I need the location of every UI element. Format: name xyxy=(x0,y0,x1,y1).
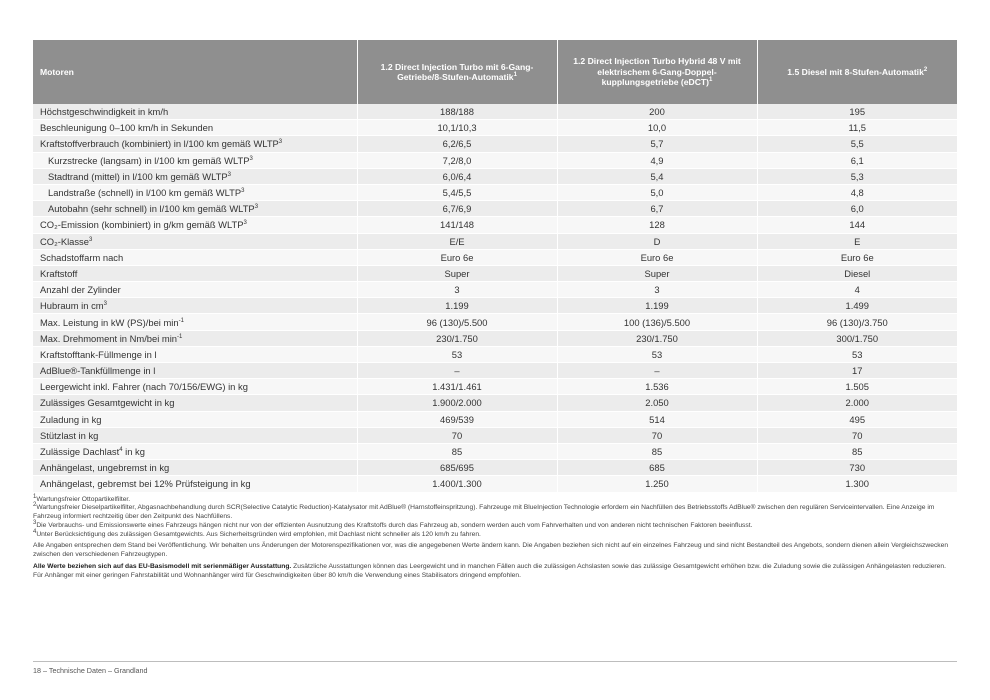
row-value: 141/148 xyxy=(357,217,557,233)
page-footer: 18 – Technische Daten – Grandland xyxy=(33,666,148,675)
row-value: – xyxy=(357,363,557,379)
row-value: 1.199 xyxy=(557,298,757,314)
row-value: 6,2/6,5 xyxy=(357,136,557,152)
row-value: 70 xyxy=(757,427,957,443)
table-row xyxy=(33,427,957,443)
table-row xyxy=(33,217,957,233)
row-value: – xyxy=(557,363,757,379)
row-label: Höchstgeschwindigkeit in km/h xyxy=(33,104,357,120)
row-label: Stadtrand (mittel) in l/100 km gemäß WLTP$^3$ xyxy=(33,168,357,184)
row-value: 96 (130)/3.750 xyxy=(757,314,957,330)
table-row xyxy=(33,282,957,298)
row-value: 4,8 xyxy=(757,184,957,200)
row-value: 1.250 xyxy=(557,476,757,492)
row-label: CO₂-Emission (kombiniert) in g/km gemäß WLTP$^3$ xyxy=(33,217,357,233)
row-value: Euro 6e xyxy=(357,249,557,265)
row-value: 5,4 xyxy=(557,168,757,184)
row-value: 1.199 xyxy=(357,298,557,314)
row-value: 11,5 xyxy=(757,120,957,136)
header-col-1-2-hybrid: 1.2 Direct Injection Turbo Hybrid 48 V mit elektrischem 6-Gang-Doppel-kupplungsgetriebe (eDCT)$^1$ xyxy=(557,40,757,104)
row-value: 4 xyxy=(757,282,957,298)
row-value: 300/1.750 xyxy=(757,330,957,346)
row-value: 1.300 xyxy=(757,476,957,492)
row-value: E xyxy=(757,233,957,249)
table-header-row xyxy=(33,40,957,104)
row-value: 1.431/1.461 xyxy=(357,379,557,395)
header-motoren: Motoren xyxy=(33,40,357,104)
row-label: Zulässige Dachlast$^4$ in kg xyxy=(33,443,357,459)
row-value: 230/1.750 xyxy=(357,330,557,346)
row-value: Euro 6e xyxy=(757,249,957,265)
row-label: Zuladung in kg xyxy=(33,411,357,427)
row-value: 96 (130)/5.500 xyxy=(357,314,557,330)
row-value: 5,7 xyxy=(557,136,757,152)
row-label: Landstraße (schnell) in l/100 km gemäß WLTP$^3$ xyxy=(33,184,357,200)
row-label: Beschleunigung 0–100 km/h in Sekunden xyxy=(33,120,357,136)
row-value: 144 xyxy=(757,217,957,233)
row-value: 128 xyxy=(557,217,757,233)
row-value: 100 (136)/5.500 xyxy=(557,314,757,330)
table-row xyxy=(33,443,957,459)
row-label: Stützlast in kg xyxy=(33,427,357,443)
row-label: Leergewicht inkl. Fahrer (nach 70/156/EWG) in kg xyxy=(33,379,357,395)
row-value: Diesel xyxy=(757,265,957,281)
row-value: 195 xyxy=(757,104,957,120)
row-value: Euro 6e xyxy=(557,249,757,265)
row-value: 6,0 xyxy=(757,201,957,217)
row-value: D xyxy=(557,233,757,249)
row-value: 53 xyxy=(757,346,957,362)
row-value: 730 xyxy=(757,460,957,476)
footnote-list xyxy=(33,493,957,540)
basis-note xyxy=(33,563,957,581)
row-label: Anzahl der Zylinder xyxy=(33,282,357,298)
row-label: AdBlue®-Tankfüllmenge in l xyxy=(33,363,357,379)
row-value: 17 xyxy=(757,363,957,379)
row-value: 514 xyxy=(557,411,757,427)
row-value: E/E xyxy=(357,233,557,249)
row-value: 6,7/6,9 xyxy=(357,201,557,217)
basis-note-bold: Alle Werte beziehen sich auf das EU-Basismodell mit serienmäßiger Ausstattung. xyxy=(33,563,292,571)
row-value: 7,2/8,0 xyxy=(357,152,557,168)
row-value: 3 xyxy=(557,282,757,298)
row-value: 1.499 xyxy=(757,298,957,314)
table-row xyxy=(33,346,957,362)
table-row xyxy=(33,298,957,314)
table-row xyxy=(33,265,957,281)
footnote: $^1$Wartungsfreier Ottopartikelfilter. xyxy=(33,493,131,503)
row-value: 495 xyxy=(757,411,957,427)
row-label: Kraftstofftank-Füllmenge in l xyxy=(33,346,357,362)
row-value: Super xyxy=(357,265,557,281)
row-label: Zulässiges Gesamtgewicht in kg xyxy=(33,395,357,411)
row-label: CO₂-Klasse$^3$ xyxy=(33,233,357,249)
footer-divider xyxy=(33,661,957,662)
row-value: 200 xyxy=(557,104,757,120)
table-row xyxy=(33,363,957,379)
row-label: Kraftstoff xyxy=(33,265,357,281)
row-label: Anhängelast, gebremst bei 12% Prüfsteigung in kg xyxy=(33,476,357,492)
header-col-1-2-turbo: 1.2 Direct Injection Turbo mit 6-Gang-Getriebe/8-Stufen-Automatik$^1$ xyxy=(357,40,557,104)
row-value: 10,1/10,3 xyxy=(357,120,557,136)
row-value: 85 xyxy=(557,443,757,459)
table-row xyxy=(33,460,957,476)
table-row xyxy=(33,330,957,346)
row-value: 6,0/6,4 xyxy=(357,168,557,184)
table-row xyxy=(33,411,957,427)
row-value: 70 xyxy=(357,427,557,443)
row-label: Max. Leistung in kW (PS)/bei $\min^{-1}$ xyxy=(33,314,357,330)
row-value: 1.536 xyxy=(557,379,757,395)
footnote: $^4$Unter Berücksichtigung des zulässigen Gesamtgewichts. Aus Sicherheitsgründen wird empfohlen, mit Dachlast nicht schneller als 120 km/h zu fahren. xyxy=(33,528,481,538)
row-value: 70 xyxy=(557,427,757,443)
row-value: Super xyxy=(557,265,757,281)
footnote: $^2$Wartungsfreier Dieselpartikelfilter, Abgasnachbehandlung durch SCR(Selective Catalytic Reduction)-Katalysator mit AdBlue® (Harnstoffeinspritzung). Fahrzeuge mit BlueInjection Technologie erfordern ein Nachfüllen des Betriebsstoffs AdBlue® zwischen den regulären Serviceintervallen. Eine Anzeige im Fahrzeug informiert rechtzeitig über den Zeitpunkt des Nachfüllens. xyxy=(33,502,935,521)
row-value: 469/539 xyxy=(357,411,557,427)
row-value: 6,1 xyxy=(757,152,957,168)
basis-note-text: Zusätzliche Ausstattungen können das Leergewicht und in manchen Fällen auch die zulässigen Achslasten sowie das zulässige Gesamtgewicht erhöhen bzw. die Zuladung sowie die zulässigen Anhängelasten reduzieren. Für Anhänger mit einer geringen Fahrstabilität und Wohnanhänger wird für Geschwindigkeiten über 80 km/h die Verwendung eines Stabilisators dringend empfohlen. xyxy=(33,563,946,579)
disclaimer-text: Alle Angaben entsprechen dem Stand bei Veröffentlichung. Wir behalten uns Änderungen der Motorenspezifikationen vor, was die angegebenen Werte ändern kann. Die Angaben beziehen sich nicht auf ein einzelnes Fahrzeug und sind nicht Bestandteil des Angebots, sondern dienen allein Vergleichszwecken zwischen den verschiedenen Fahrzeugtypen. xyxy=(33,542,949,559)
table-row xyxy=(33,379,957,395)
table-row xyxy=(33,136,957,152)
table-row xyxy=(33,249,957,265)
row-value: 3 xyxy=(357,282,557,298)
row-value: 5,4/5,5 xyxy=(357,184,557,200)
table-row xyxy=(33,168,957,184)
table-row xyxy=(33,476,957,492)
engine-spec-table xyxy=(33,40,957,493)
row-value: 1.505 xyxy=(757,379,957,395)
table-row xyxy=(33,201,957,217)
row-value: 1.900/2.000 xyxy=(357,395,557,411)
row-value: 685 xyxy=(557,460,757,476)
table-body xyxy=(33,104,957,492)
row-value: 4,9 xyxy=(557,152,757,168)
row-value: 188/188 xyxy=(357,104,557,120)
row-label: Schadstoffarm nach xyxy=(33,249,357,265)
row-value: 5,5 xyxy=(757,136,957,152)
row-value: 6,7 xyxy=(557,201,757,217)
table-row xyxy=(33,395,957,411)
row-value: 5,3 xyxy=(757,168,957,184)
page-content xyxy=(33,40,957,581)
row-value: 5,0 xyxy=(557,184,757,200)
row-label: Kraftstoffverbrauch (kombiniert) in l/100 km gemäß WLTP$^3$ xyxy=(33,136,357,152)
row-value: 230/1.750 xyxy=(557,330,757,346)
table-row xyxy=(33,152,957,168)
row-label: Kurzstrecke (langsam) in l/100 km gemäß WLTP$^3$ xyxy=(33,152,357,168)
row-label: Autobahn (sehr schnell) in l/100 km gemäß WLTP$^3$ xyxy=(33,201,357,217)
row-value: 2.000 xyxy=(757,395,957,411)
row-value: 10,0 xyxy=(557,120,757,136)
table-row xyxy=(33,314,957,330)
footnotes-block xyxy=(33,493,957,581)
row-value: 53 xyxy=(357,346,557,362)
row-value: 1.400/1.300 xyxy=(357,476,557,492)
row-value: 85 xyxy=(357,443,557,459)
table-row xyxy=(33,184,957,200)
row-value: 2.050 xyxy=(557,395,757,411)
table-row xyxy=(33,120,957,136)
header-col-1-5-diesel: 1.5 Diesel mit 8-Stufen-Automatik$^2$ xyxy=(757,40,957,104)
row-value: 53 xyxy=(557,346,757,362)
table-row xyxy=(33,233,957,249)
row-value: 685/695 xyxy=(357,460,557,476)
row-value: 85 xyxy=(757,443,957,459)
row-label: Anhängelast, ungebremst in kg xyxy=(33,460,357,476)
row-label: Max. Drehmoment in Nm/bei $\min^{-1}$ xyxy=(33,330,357,346)
footnote: $^3$Die Verbrauchs- und Emissionswerte eines Fahrzeugs hängen nicht nur von der effizienten Ausnutzung des Kraftstoffs durch das Fahrzeug ab, sondern werden auch vom Fahrverhalten und von anderen nicht technischen Faktoren beeinflusst. xyxy=(33,519,753,529)
table-row xyxy=(33,104,957,120)
row-label: Hubraum in $cm^3$ xyxy=(33,298,357,314)
